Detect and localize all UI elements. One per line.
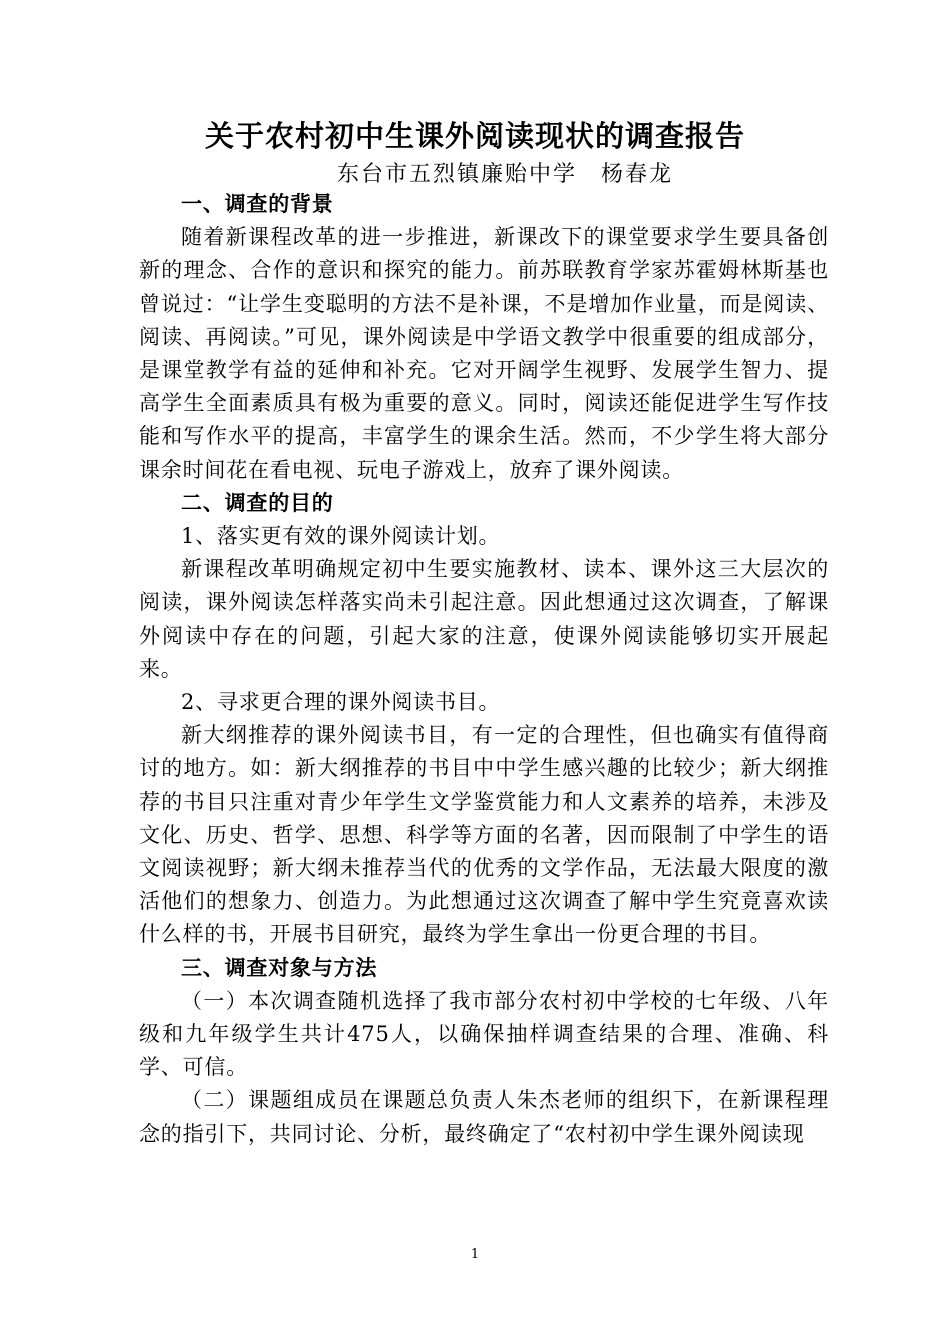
section-heading: 二、调查的目的 xyxy=(181,490,334,515)
body-paragraph: 2、寻求更合理的课外阅读书目。 xyxy=(181,690,501,715)
section-heading: 三、调查对象与方法 xyxy=(181,955,378,980)
document-author: 东台市五烈镇廉贻中学 杨春龙 xyxy=(336,162,673,187)
page-number: 1 xyxy=(470,1247,480,1262)
section-heading: 一、调查的背景 xyxy=(181,192,334,216)
body-paragraph: 新大纲推荐的课外阅读书目，有一定的合理性，但也确实有值得商讨的地方。如：新大纲推荐的书目中中学生感兴趣的比较少；新大纲推荐的书目只注重对青少年学生文学鉴赏能力和人文素养的培养，未涉及文化、历史、哲学、思想、科学等方面的名著，因而限制了中学生的语文阅读视野；新大纲未推荐当代的优秀的文学作品，无法最大限度的激活他们的想象力、创造力。为此想通过这次调查了解中学生究竟喜欢读什么样的书，开展书目研究，最终为学生拿出一份更合理的书目。 xyxy=(139,723,829,947)
document-body xyxy=(139,188,829,1151)
document-title: 关于农村初中生课外阅读现状的调查报告 xyxy=(204,119,745,153)
body-paragraph: 1、落实更有效的课外阅读计划。 xyxy=(181,524,501,549)
body-paragraph: 新课程改革明确规定初中生要实施教材、读本、课外这三大层次的阅读，课外阅读怎样落实尚未引起注意。因此想通过这次调查，了解课外阅读中存在的问题，引起大家的注意，使课外阅读能够切实开展起来。 xyxy=(139,557,829,681)
body-paragraph: （一）本次调查随机选择了我市部分农村初中学校的七年级、八年级和九年级学生共计475人，以确保抽样调查结果的合理、准确、科学、可信。 xyxy=(139,988,829,1080)
body-paragraph: （二）课题组成员在课题总负责人朱杰老师的组织下，在新课程理念的指引下，共同讨论、分析，最终确定了“农村初中学生课外阅读现 xyxy=(139,1088,829,1146)
body-paragraph: 随着新课程改革的进一步推进，新课改下的课堂要求学生要具备创新的理念、合作的意识和探究的能力。前苏联教育学家苏霍姆林斯基也曾说过：“让学生变聪明的方法不是补课，不是增加作业量，而是阅读、阅读、再阅读。”可见，课外阅读是中学语文教学中很重要的组成部分，是课堂教学有益的延伸和补充。它对开阔学生视野、发展学生智力、提高学生全面素质具有极为重要的意义。同时，阅读还能促进学生写作技能和写作水平的提高，丰富学生的课余生活。然而，不少学生将大部分课余时间花在看电视、玩电子游戏上，放弃了课外阅读。 xyxy=(139,225,829,482)
